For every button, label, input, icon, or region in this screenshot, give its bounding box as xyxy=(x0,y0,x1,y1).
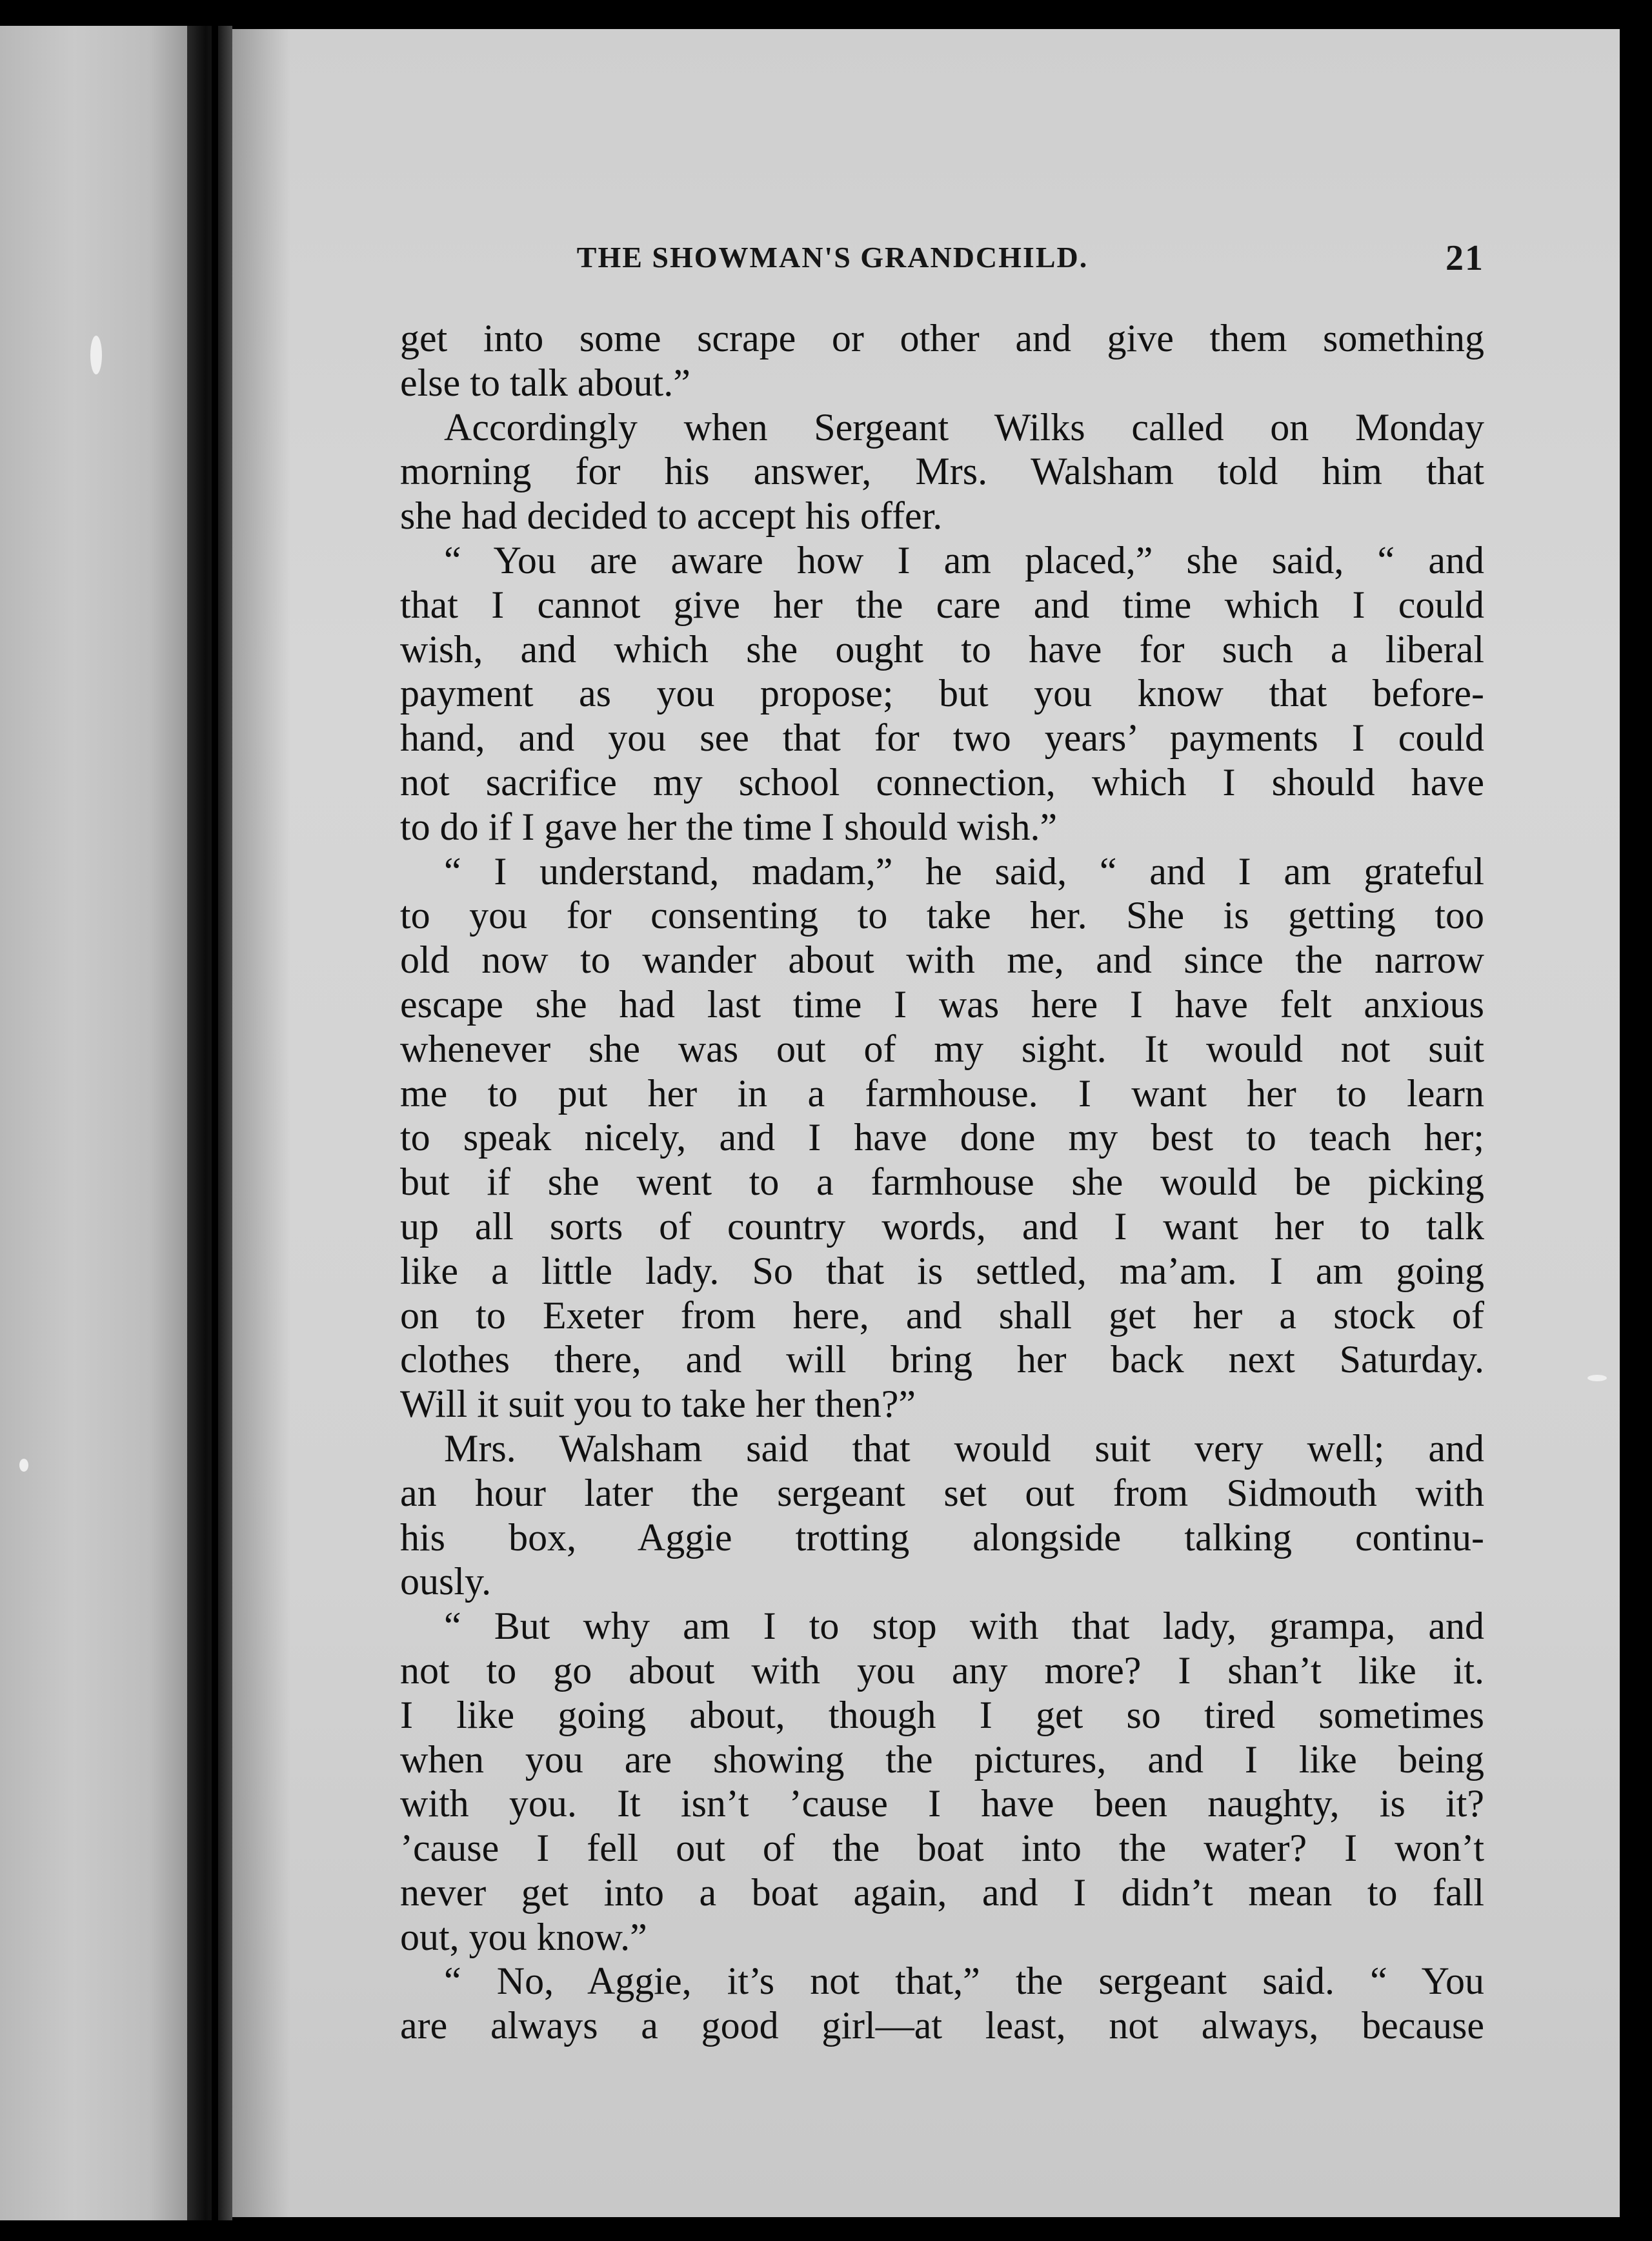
book-gutter xyxy=(187,26,232,2220)
text-line: up all sorts of country words, and I want her to talk xyxy=(400,1204,1484,1248)
text-line: escape she had last time I was here I have felt anxious xyxy=(400,982,1484,1026)
text-line: but if she went to a farmhouse she would be picking xyxy=(400,1161,1484,1204)
text-line: ously. xyxy=(400,1560,492,1603)
text-line: never get into a boat again, and I didn’t mean to fall xyxy=(400,1871,1484,1914)
scan-speck xyxy=(1587,1375,1607,1381)
text-line: Accordingly when Sergeant Wilks called on Monday xyxy=(444,405,1484,449)
text-line: not sacrifice my school connection, which I should have xyxy=(400,760,1484,804)
body-text xyxy=(400,316,1484,2048)
text-line: to you for consenting to take her. She is getting too xyxy=(400,894,1484,937)
text-line: “ You are aware how I am placed,” she said, “ and xyxy=(444,538,1484,582)
text-line: out, you know.” xyxy=(400,1915,647,1958)
text-line: ’cause I fell out of the boat into the water? I won’t xyxy=(400,1827,1484,1870)
text-line: I like going about, though I get so tired sometimes xyxy=(400,1693,1484,1736)
text-line: “ No, Aggie, it’s not that,” the sergeant said. “ You xyxy=(444,1960,1484,2003)
page-number: 21 xyxy=(1446,238,1484,278)
text-line: an hour later the sergeant set out from Sidmouth with xyxy=(400,1471,1484,1514)
text-line: to speak nicely, and I have done my best to teach her; xyxy=(400,1116,1484,1159)
gutter-shadow xyxy=(212,26,218,2220)
text-line: Will it suit you to take her then?” xyxy=(400,1383,916,1426)
text-line: get into some scrape or other and give them something xyxy=(400,317,1484,360)
text-line: that I cannot give her the care and time which I could xyxy=(400,583,1484,626)
text-line: are always a good girl—at least, not always, because xyxy=(400,2004,1484,2047)
text-line: me to put her in a farmhouse. I want her to learn xyxy=(400,1071,1484,1115)
text-line: clothes there, and will bring her back next Saturday. xyxy=(400,1338,1484,1381)
scan-speck xyxy=(19,1459,28,1472)
text-line: not to go about with you any more? I shan’t like it. xyxy=(400,1648,1484,1692)
text-line: morning for his answer, Mrs. Walsham told him that xyxy=(400,450,1484,493)
text-line: like a little lady. So that is settled, ma’am. I am going xyxy=(400,1249,1484,1292)
page-shadow xyxy=(232,29,290,2217)
text-line: wish, and which she ought to have for such a liberal xyxy=(400,627,1484,671)
text-line: “ I understand, madam,” he said, “ and I am grateful xyxy=(444,849,1484,893)
running-title: THE SHOWMAN'S GRANDCHILD. xyxy=(576,241,1089,274)
text-line: “ But why am I to stop with that lady, grampa, and xyxy=(444,1605,1484,1648)
text-line: she had decided to accept his offer. xyxy=(400,494,943,538)
scan-speck xyxy=(90,336,102,374)
text-line: Mrs. Walsham said that would suit very well; and xyxy=(444,1426,1484,1470)
text-line: old now to wander about with me, and since the narrow xyxy=(400,938,1484,982)
text-line: on to Exeter from here, and shall get her a stock of xyxy=(400,1293,1484,1337)
text-line: his box, Aggie trotting alongside talking continu- xyxy=(400,1516,1484,1559)
text-line: payment as you propose; but you know that before- xyxy=(400,672,1484,715)
text-line: hand, and you see that for two years’ payments I could xyxy=(400,716,1484,760)
text-line: when you are showing the pictures, and I like being xyxy=(400,1738,1484,1781)
running-head xyxy=(413,240,1484,279)
text-line: with you. It isn’t ’cause I have been naughty, is it? xyxy=(400,1782,1484,1825)
text-line: to do if I gave her the time I should wish.” xyxy=(400,805,1058,848)
text-line: else to talk about.” xyxy=(400,361,690,404)
text-line: whenever she was out of my sight. It would not suit xyxy=(400,1027,1484,1070)
